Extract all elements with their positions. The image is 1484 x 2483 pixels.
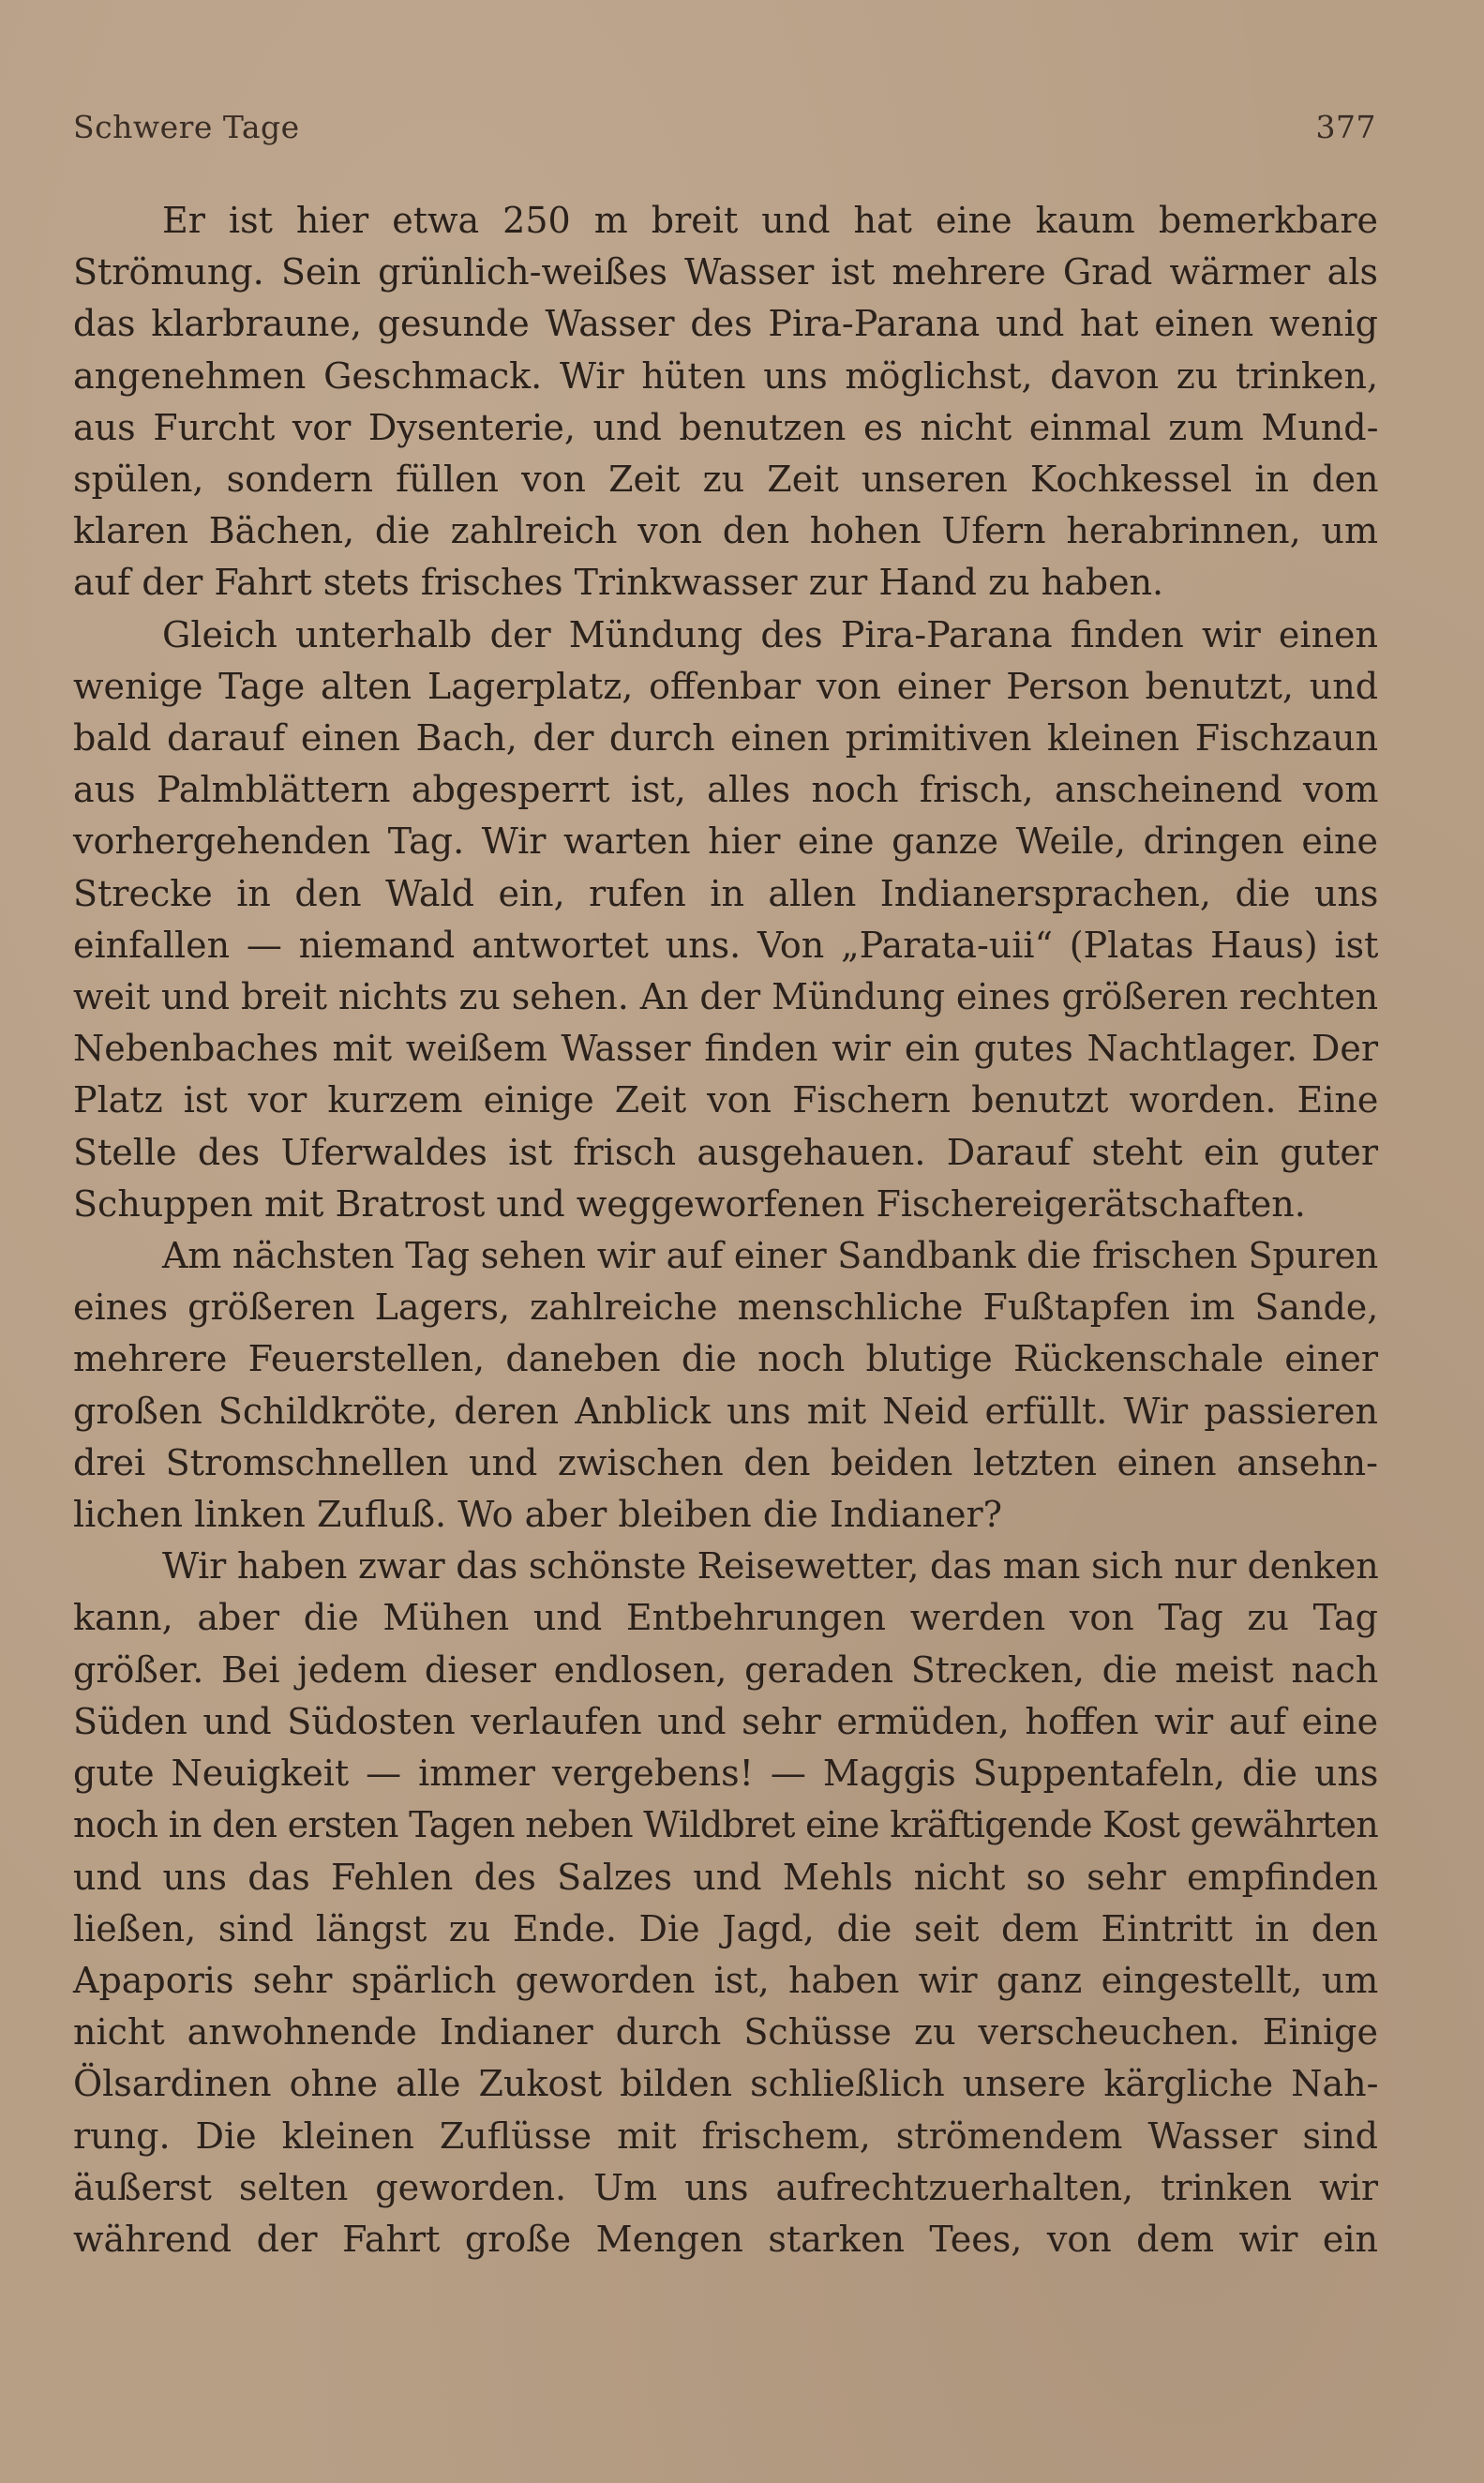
text-line: wenige Tage alten Lagerplatz, offenbar von einer Person benutzt, und [73,665,1379,707]
text-line: noch in den ersten Tagen neben Wildbret eine kräftigende Kost gewährten [73,1804,1378,1846]
paragraph-2 [73,609,1378,1230]
text-line: drei Stromschnellen und zwischen den beiden letzten einen ansehn- [73,1441,1378,1483]
text-line: mehrere Feuerstellen, daneben die noch blutige Rückenschale einer [73,1338,1378,1380]
text-line: Nebenbaches mit weißem Wasser finden wir ein gutes Nachtlager. Der [73,1028,1378,1070]
page-number: 377 [1315,109,1376,145]
paragraph-4 [73,1541,1378,2265]
text-line: einfallen — niemand antwortet uns. Von „Parata-uii“ (Platas Haus) ist [73,924,1379,966]
text-line: rung. Die kleinen Zuflüsse mit frischem, strömendem Wasser sind [73,2114,1378,2157]
paragraph-1 [73,195,1378,609]
text-line: nicht anwohnende Indianer durch Schüsse zu verscheuchen. Einige [73,2011,1378,2054]
text-line: großen Schildkröte, deren Anblick uns mit Neid erfüllt. Wir passieren [73,1390,1378,1432]
body-text [73,195,1378,2265]
text-line: Apaporis sehr spärlich geworden ist, haben wir ganz eingestellt, um [73,1959,1379,2001]
text-line: weit und breit nichts zu sehen. An der Mündung eines größeren rechten [73,976,1378,1018]
text-line: und uns das Fehlen des Salzes und Mehls nicht so sehr empfinden [73,1856,1379,1898]
text-line: Strecke in den Wald ein, rufen in allen Indianersprachen, die uns [73,872,1379,914]
text-line: Stelle des Uferwaldes ist frisch ausgehauen. Darauf steht ein guter [73,1131,1378,1173]
text-line: gute Neuigkeit — immer vergebens! — Maggis Suppentafeln, die uns [73,1753,1379,1795]
text-line: eines größeren Lagers, zahlreiche menschliche Fußtapfen im Sande, [73,1287,1379,1329]
text-line: größer. Bei jedem dieser endlosen, geraden Strecken, die meist nach [73,1648,1379,1691]
text-line: Ölsardinen ohne alle Zukost bilden schließlich unsere kärgliche Nah- [73,2063,1379,2105]
text-line: kann, aber die Mühen und Entbehrungen werden von Tag zu Tag [73,1597,1378,1639]
text-line: vorhergehenden Tag. Wir warten hier eine ganze Weile, dringen eine [73,820,1378,863]
text-line: aus Furcht vor Dysenterie, und benutzen es nicht einmal zum Mund- [73,406,1379,448]
text-line: während der Fahrt große Mengen starken Tees, von dem wir ein [73,2218,1378,2260]
text-line: Am nächsten Tag sehen wir auf einer Sandbank die frischen Spuren [162,1235,1378,1277]
paragraph-3 [73,1230,1378,1541]
text-line: Er ist hier etwa 250 m breit und hat eine kaum bemerkbare [162,200,1378,241]
text-line: Gleich unterhalb der Mündung des Pira-Parana finden wir einen [162,613,1378,655]
running-head [73,109,1376,156]
text-line: auf der Fahrt stets frisches Trinkwasser zur Hand zu haben. [73,562,1164,604]
text-line: Süden und Südosten verlaufen und sehr ermüden, hoffen wir auf eine [73,1700,1379,1742]
text-line: lichen linken Zufluß. Wo aber bleiben die Indianer? [73,1494,1002,1536]
text-line: angenehmen Geschmack. Wir hüten uns möglichst, davon zu trinken, [73,354,1379,397]
text-line: das klarbraune, gesunde Wasser des Pira-Parana und hat einen wenig [73,303,1378,345]
text-line: äußerst selten geworden. Um uns aufrechtzuerhalten, trinken wir [73,2166,1378,2208]
text-line: aus Palmblättern abgesperrt ist, alles noch frisch, anscheinend vom [73,769,1379,811]
text-line: klaren Bächen, die zahlreich von den hohen Ufern herabrinnen, um [73,510,1378,552]
text-line: ließen, sind längst zu Ende. Die Jagd, die seit dem Eintritt in den [73,1907,1378,1949]
text-line: spülen, sondern füllen von Zeit zu Zeit unseren Kochkessel in den [73,459,1379,501]
text-line: bald darauf einen Bach, der durch einen primitiven kleinen Fischzaun [73,717,1379,760]
text-line: Schuppen mit Bratrost und weggeworfenen Fischereigerätschaften. [73,1182,1306,1225]
text-line: Platz ist vor kurzem einige Zeit von Fischern benutzt worden. Eine [73,1079,1379,1121]
text-line: Wir haben zwar das schönste Reisewetter, das man sich nur denken [162,1545,1379,1588]
text-line: Strömung. Sein grünlich-weißes Wasser ist mehrere Grad wärmer als [73,251,1378,293]
running-head-title: Schwere Tage [73,109,300,145]
